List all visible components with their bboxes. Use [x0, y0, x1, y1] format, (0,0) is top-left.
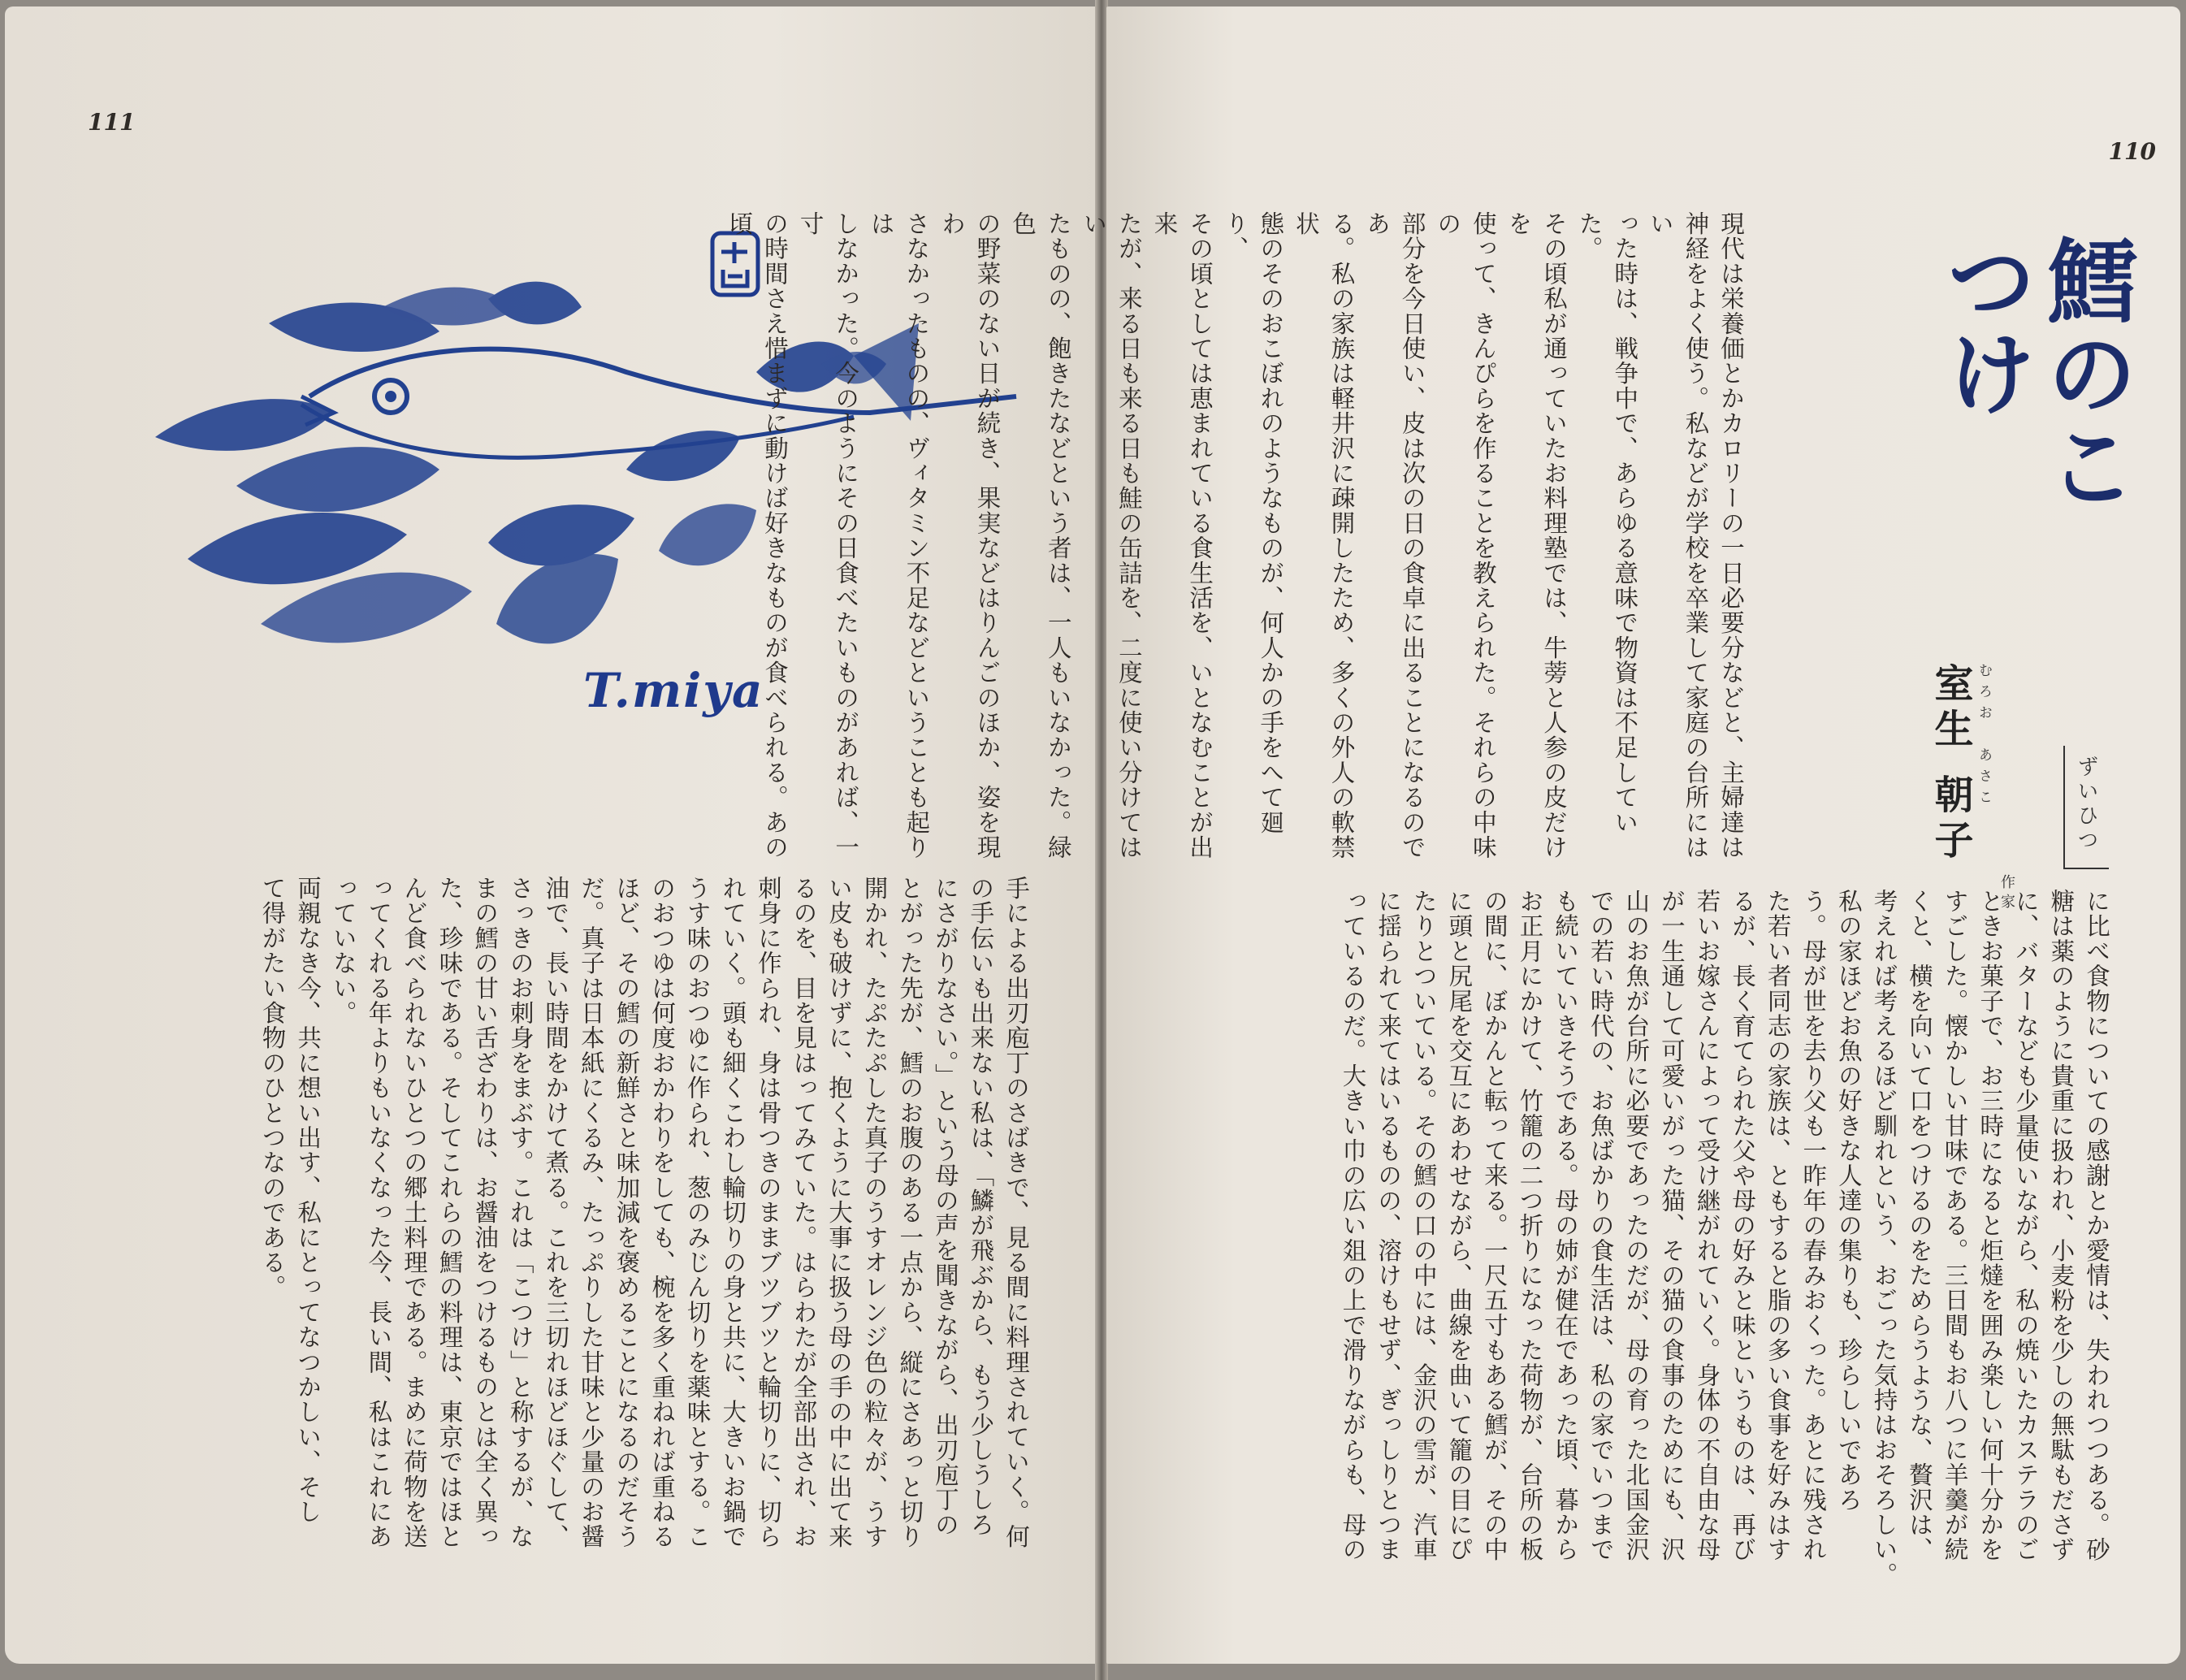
page-number-left: 111 [88, 109, 136, 136]
author-name: 室生 朝子 [1928, 663, 1973, 865]
right-page [725, 6, 2180, 1664]
author-role: 作家 [1998, 874, 2015, 913]
page-number-right: 110 [2108, 138, 2156, 165]
author-reading: むろお あさこ [1976, 663, 1992, 811]
right-bottom-text: に比べ食物についての感謝とか愛情は、失われつつある。砂 糖は薬のように貴重に扱われ、小麦粉を少しの無駄もださず に、バターなども少量使いながら、私の焼いたカステラのご ときお菓子で、お三時になると炬燵を囲み楽しい何十分かを すごした。懐かしい甘味である。三日間もお八つに羊羹が続 くと、横を向いて口をつけるのをためらうような、贅沢は、 考えれば考えるほど馴れという、おごった気持はおそろしい。 私の家ほどお魚の好きな人達の集りも、珍らしいであろ う。母が世を去り父も一昨年の春みおくった。あとに残され た若い者同志の家族は、ともすると脂の多い食事を好みはす るが、長く育てられた父や母の好みと味というものは、再び 若いお嫁さんによって受け継がれていく。身体の不自由な母 が一生通して可愛いがった猫、その猫の食事のためにも、沢 山のお魚が台所に必要であったのだが、母の育った北国金沢 での若い時代の、お魚ばかりの食生活は、私の家でいつまで も続いていきそうである。母の姉が健在であった頃、暮から お正月にかけて、竹籠の二つ折りになった荷物が、台所の板 の間に、ぼかんと転って来る。一尺五寸もある鱈が、その中 に頭と尻尾を交互にあわせながら、曲線を曲いて籠の目にぴ たりとついている。その鱈の口の中には、金沢の雪が、汽車 に揺られて来てはいるものの、溶けもせず、ぎっしりとつま っているのだ。大きい巾の広い爼の上で滑りながらも、母の [1339, 889, 2110, 1587]
category-label: ずいひつ [2074, 756, 2098, 853]
illustration-signature: T.miya [583, 663, 764, 718]
essay-title: 鱈のこつけ [1931, 234, 2138, 512]
right-top-text: 現代は栄養価とかカロリーの一日必要分などと、主婦達は 神経をよく使う。私などが学校を卒業して家庭の台所にはい った時は、戦争中で、あらゆる意味で物資は不足していた。 その頃私が通っていたお料理塾では、牛蒡と人参の皮だけを 使って、きんぴらを作ることを教えられた。それらの中味の 部分を今日使い、皮は次の日の食卓に出ることになるのであ る。私の家族は軽井沢に疎開したため、多くの外人の軟禁状 態のそのおこぼれのようなものが、何人かの手をへて廻り、 その頃としては恵まれている食生活を、いとなむことが出来 たが、来る日も来る日も鮭の缶詰を、二度に使い分けてはい たものの、飽きたなどという者は、一人もいなかった。緑色 の野菜のない日が続き、果実などはりんごのほか、姿を現わ さなかったものの、ヴィタミン不足などということも起りは しなかった。今のようにその日食べたいものがあれば、一寸 の時間さえ惜まずに動けば好きなものが食べられる。あの頃 [725, 211, 1745, 860]
left-body-text: 手による出刃庖丁のさばきで、見る間に料理されていく。何 の手伝いも出来ない私は、「鱗が飛ぶから、もう少しうしろ にさがりなさい。」という母の声を聞きながら、出刃庖丁の とがった先が、鱈のお腹のある一点から、縦にさあっと切り 開かれ、たぷたぷした真子のうすオレンジ色の粒々が、うす い皮も破けずに、抱くように大事に扱う母の手の中に出て来 るのを、目を見はってみていた。はらわたが全部出され、お 刺身に作られ、身は骨つきのままブツブツと輪切りに、切ら れていく。頭も細くこわし輪切りの身と共に、大きいお鍋で うす味のおつゆに作られ、葱のみじん切りを薬味とする。こ のおつゆは何度おかわりをしても、椀を多く重ねれば重ねる ほど、その鱈の新鮮さと味加減を褒めることになるのだそう だ。真子は日本紙にくるみ、たっぷりした甘味と少量のお醤 油で、長い時間をかけて煮る。これを三切れほどほぐして、 さっきのお刺身をまぶす。これは「こつけ」と称するが、な まの鱈の甘い舌ざわりは、お醤油をつけるものとは全く異っ た、珍味である。そしてこれらの鱈の料理は、東京ではほと んど食べられないひとつの郷土料理である。まめに荷物を送 ってくれる年よりもいなくなった今、長い間、私はこれにあ っていない。 両親なき今、共に想い出す、私にとってなつかしい、そし て得がたい食物のひとつなのである。 [258, 876, 1030, 1549]
category-tag [2063, 746, 2109, 869]
